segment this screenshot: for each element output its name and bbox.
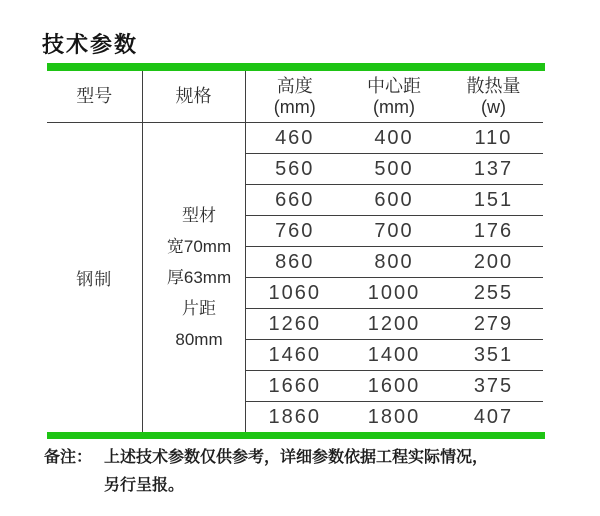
cell-center-distance: 500 [344,154,444,185]
column-header-model-label: 型号 [76,86,113,106]
table-row [47,123,543,154]
cell-height: 1660 [245,371,344,402]
cell-heat-output: 110 [444,123,543,154]
cell-heat-output: 279 [444,309,543,340]
cell-height: 1460 [245,340,344,371]
cell-center-distance: 1800 [367,405,421,428]
spec-line: 宽70mm [166,237,232,256]
column-header-height-label: 高度 [276,75,313,96]
cell-center-distance: 800 [344,247,444,278]
cell-heat-output: 375 [444,371,543,402]
remark-text [104,444,488,500]
remark-text-line-1: 上述技术参数仅供参考，详细参数依据工程实际情况， [104,449,489,466]
column-header-spec [142,71,245,123]
spec-line: 80mm [175,330,223,349]
spec-line: 型材 [182,206,216,225]
cell-center-distance: 1000 [344,278,444,309]
remark-label: 备注： [44,449,93,466]
cell-height: 460 [245,123,344,154]
spec-table [47,71,543,432]
cell-height: 1860 [268,405,321,428]
cell-center-distance: 1400 [344,340,444,371]
spec-value-cell [142,123,245,433]
remark-text-line-2: 另行呈报。 [104,477,185,494]
column-header-height [245,71,344,123]
table-header-row [47,71,543,123]
column-header-center-distance [344,71,444,123]
column-header-center-distance-label: 中心距 [367,75,421,96]
cell-height: 760 [245,216,344,247]
cell-center-distance: 700 [344,216,444,247]
cell-heat-output: 137 [444,154,543,185]
remark-note [44,444,488,500]
cell-height: 1060 [245,278,344,309]
column-header-heat-output-unit: (w) [481,96,506,117]
column-header-heat-output-label: 散热量 [466,75,521,96]
cell-heat-output: 407 [473,405,514,428]
cell-heat-output: 200 [444,247,543,278]
cell-center-distance: 400 [344,123,444,154]
cell-height: 1260 [245,309,344,340]
spec-line: 片距 [182,299,216,318]
column-header-heat-output [444,71,543,123]
cell-heat-output: 351 [444,340,543,371]
cell-heat-output: 255 [444,278,543,309]
column-header-model [47,71,142,123]
spec-line: 厚63mm [166,268,232,287]
cell-height: 860 [245,247,344,278]
column-header-spec-label: 规格 [175,86,212,106]
model-value-cell: 钢制 [47,123,142,433]
cell-heat-output: 176 [444,216,543,247]
accent-bar-bottom [47,432,545,439]
column-header-height-unit: (mm) [273,96,316,117]
accent-bar-top [47,63,545,71]
cell-center-distance: 1600 [344,371,444,402]
cell-height: 560 [245,154,344,185]
cell-heat-output: 151 [444,185,543,216]
column-header-center-distance-unit: (mm) [373,96,415,117]
cell-center-distance: 1200 [344,309,444,340]
cell-center-distance: 600 [344,185,444,216]
cell-height: 660 [245,185,344,216]
page-title: 技术参数 [42,32,139,57]
